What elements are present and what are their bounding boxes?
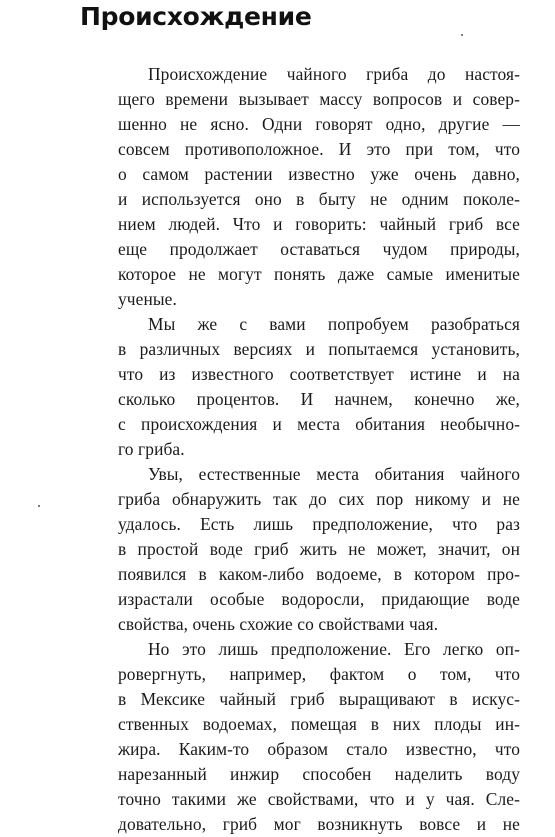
text-line: с происхождения и места обитания необычно-	[118, 414, 520, 434]
body-text	[118, 62, 520, 837]
text-line: появился в каком-либо водоеме, в котором про-	[118, 564, 520, 584]
text-line: нием людей. Что и говорить: чайный гриб все	[118, 214, 520, 234]
text-line: Происхождение чайного гриба до настоя-	[148, 64, 520, 84]
text-line: ученые.	[118, 289, 177, 309]
text-line: го гриба.	[118, 439, 185, 459]
text-line: совсем противоположное. И это при том, что	[118, 139, 520, 159]
text-line: точно такими же свойствами, что и у чая. Сле-	[118, 789, 520, 809]
text-line: в простой воде гриб жить не может, значит, он	[118, 539, 520, 559]
text-line: и используется оно в быту не одним поколе-	[118, 189, 520, 209]
text-line: сколько процентов. И начнем, конечно же,	[118, 389, 520, 409]
text-line: о самом растении известно уже очень давно,	[118, 164, 520, 184]
text-line: еще продолжает оставаться чудом природы,	[118, 239, 520, 259]
text-line: гриба обнаружить так до сих пор никому и не	[118, 489, 520, 509]
section-title: Происхождение	[80, 2, 312, 31]
text-line: довательно, гриб мог возникнуть вовсе и не	[118, 814, 520, 834]
text-line: удалось. Есть лишь предположение, что раз	[118, 514, 520, 534]
text-line: свойства, очень схожие со свойствами чая.	[118, 614, 439, 634]
text-line: Мы же с вами попробуем разобраться	[148, 314, 520, 334]
scan-speck	[38, 505, 40, 507]
text-line: которое не могут понять даже самые именитые	[118, 264, 520, 284]
text-line: Увы, естественные места обитания чайного	[148, 464, 520, 484]
text-line: нарезанный инжир способен наделить воду	[118, 764, 520, 784]
text-line: что из известного соответствует истине и на	[118, 364, 520, 384]
scan-speck	[461, 34, 463, 36]
text-line: жира. Каким-то образом стало известно, что	[118, 739, 520, 759]
text-line: ровергнуть, например, фактом о том, что	[118, 664, 520, 684]
text-line: в Мексике чайный гриб выращивают в искус-	[118, 689, 520, 709]
text-line: Но это лишь предположение. Его легко оп-	[148, 639, 520, 659]
text-line: в различных версиях и попытаемся установить,	[118, 339, 520, 359]
text-line: израстали особые водоросли, придающие воде	[118, 589, 520, 609]
text-line: щего времени вызывает массу вопросов и совер-	[118, 89, 520, 109]
text-line: ственных водоемах, помещая в них плоды ин-	[118, 714, 520, 734]
text-line: шенно не ясно. Одни говорят одно, другие —	[118, 114, 520, 134]
